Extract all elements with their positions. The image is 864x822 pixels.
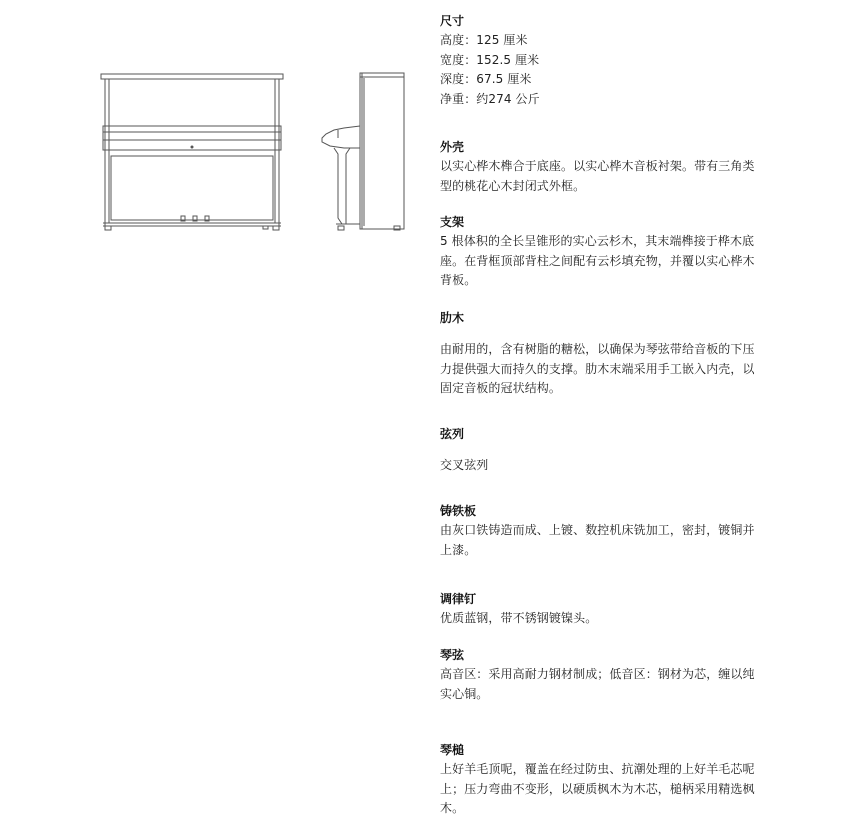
section-title-dimensions: 尺寸 (440, 14, 465, 28)
section-title-plate: 铸铁板 (440, 504, 477, 518)
section-scale (440, 425, 756, 476)
section-text-ribs: 由耐用的，含有树脂的糖松，以确保为琴弦带给音板的下压力提供强大而持久的支撑。肋木末端采用手工嵌入内壳，以固定音板的冠状结构。 (440, 342, 755, 395)
section-title-back-frame: 支架 (440, 215, 465, 229)
section-back-frame (440, 213, 756, 291)
piano-line-drawing (98, 68, 414, 236)
dimension-weight: 净重：约274 公斤 (440, 91, 540, 106)
section-dimensions (440, 12, 756, 109)
piano-side-view (322, 73, 404, 230)
section-strings (440, 646, 756, 704)
section-text-hammers: 上好羊毛顶呢，覆盖在经过防虫、抗潮处理的上好羊毛芯呢上；压力弯曲不变形，以硬质枫木为木芯，槌柄采用精选枫木。 (440, 762, 755, 815)
section-title-scale: 弦列 (440, 427, 465, 441)
section-title-strings: 琴弦 (440, 648, 465, 662)
section-text-case: 以实心桦木榫合于底座。以实心桦木音板衬架。带有三角类型的桃花心木封闭式外框。 (440, 159, 755, 193)
section-ribs (440, 309, 756, 399)
section-text-plate: 由灰口铁铸造而成、上镀、数控机床铣加工，密封，镀铜并上漆。 (440, 523, 755, 557)
section-text-strings: 高音区：采用高耐力钢材制成；低音区：钢材为芯，缠以纯实心铜。 (440, 667, 755, 701)
section-text-scale: 交叉弦列 (440, 458, 489, 472)
dimension-width: 宽度：152.5 厘米 (440, 52, 540, 67)
section-tuning-pins (440, 590, 756, 629)
lock-dot (191, 146, 194, 149)
piano-drawings (98, 68, 414, 236)
section-case (440, 138, 756, 196)
section-text-tuning-pins: 优质蓝钢，带不锈钢镀镍头。 (440, 611, 598, 625)
section-hammers (440, 741, 756, 819)
dimension-depth: 深度：67.5 厘米 (440, 72, 532, 86)
section-plate (440, 502, 756, 560)
section-title-ribs: 肋木 (440, 311, 465, 325)
section-text-back-frame: 5 根体积的全长呈锥形的实心云杉木，其末端榫接于桦木底座。在背框顶部背柱之间配有云杉填充物，并覆以实心桦木背板。 (440, 234, 755, 287)
section-title-tuning-pins: 调律钉 (440, 592, 477, 606)
dimension-height: 高度：125 厘米 (440, 33, 528, 47)
piano-front-view (101, 74, 283, 230)
section-title-case: 外壳 (440, 140, 465, 154)
section-title-hammers: 琴槌 (440, 743, 465, 757)
